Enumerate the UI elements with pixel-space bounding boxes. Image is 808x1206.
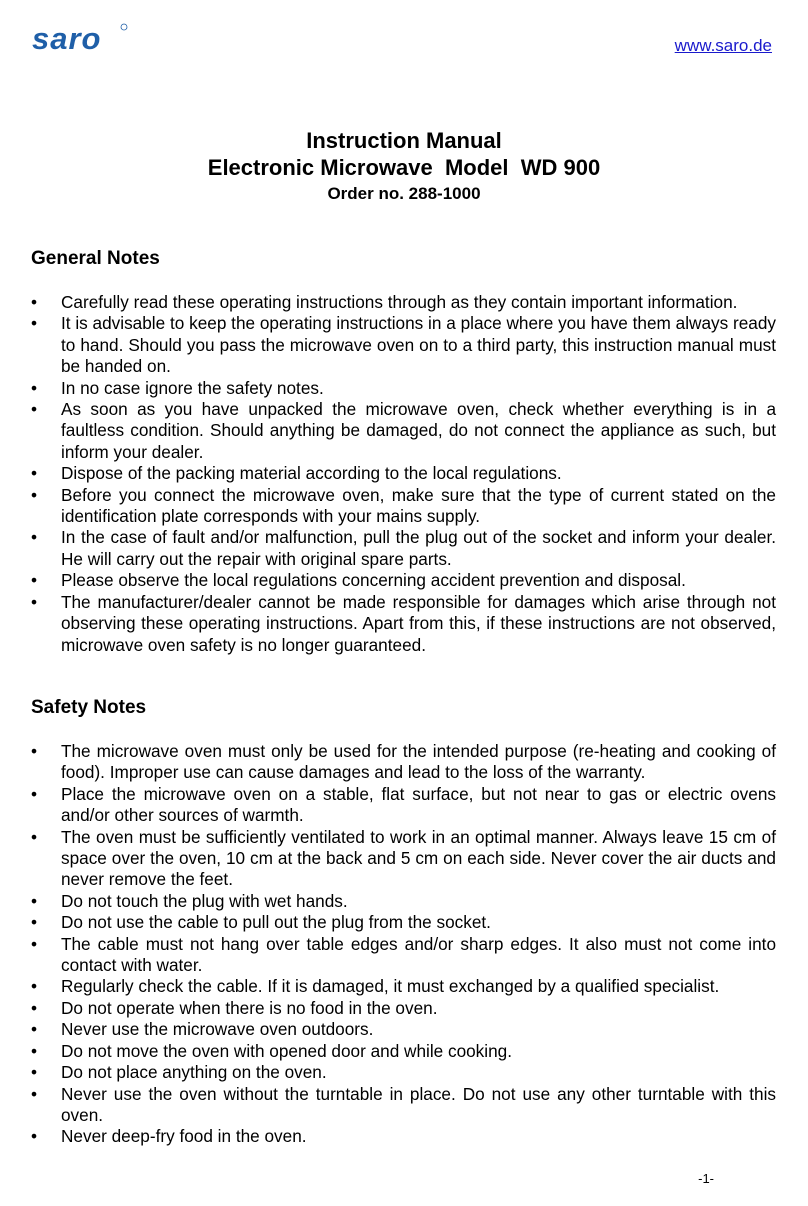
list-item	[31, 378, 776, 399]
registered-mark-icon	[121, 24, 127, 30]
bullet-icon: •	[31, 484, 38, 505]
bullet-icon: •	[31, 826, 38, 847]
list-item-text: In the case of fault and/or malfunction, pull the plug out of the socket and inform your dealer. He will carry out the repair with original spare parts.	[61, 527, 776, 569]
bullet-icon: •	[31, 997, 38, 1018]
list-item	[31, 827, 776, 891]
bullet-icon: •	[31, 463, 38, 484]
bullet-icon: •	[31, 313, 38, 334]
list-item	[31, 1084, 776, 1127]
list-item	[31, 399, 776, 463]
list-item-text: Never use the microwave oven outdoors.	[61, 1019, 374, 1040]
list-item	[31, 1062, 776, 1083]
list-item-text: The oven must be sufficiently ventilated to work in an optimal manner. Always leave 15 cm of space over the oven, 10 cm at the back and 5 cm on each side. Never cover the air ducts and never remove the feet.	[61, 826, 776, 890]
list-item-text: Never use the oven without the turntable in place. Do not use any other turntable with this oven.	[61, 1083, 776, 1125]
safety-notes-list	[31, 741, 776, 1148]
list-item-text: Regularly check the cable. If it is damaged, it must exchanged by a qualified specialist.	[61, 976, 720, 997]
list-item	[31, 1041, 776, 1062]
list-item-text: Carefully read these operating instructions through as they contain important information.	[61, 292, 738, 312]
bullet-icon: •	[31, 591, 38, 612]
bullet-icon: •	[31, 741, 38, 761]
manual-title: Instruction Manual	[306, 128, 502, 153]
bullet-icon: •	[31, 570, 38, 591]
general-notes-heading: General Notes	[31, 248, 160, 269]
list-item-text: The cable must not hang over table edges and/or sharp edges. It also must not come into contact with water.	[61, 933, 776, 976]
list-item	[31, 741, 776, 784]
bullet-icon: •	[31, 1083, 38, 1104]
model-title: Electronic Microwave Model WD 900	[207, 155, 601, 180]
list-item-text: Please observe the local regulations concerning accident prevention and disposal.	[61, 570, 686, 591]
bullet-icon: •	[31, 912, 38, 933]
list-item-text: It is advisable to keep the operating instructions in a place where you have them always ready to hand. Should you pass the microwave oven on to a third party, this instruction manual must be handed on.	[61, 313, 776, 377]
list-item-text: Never deep-fry food in the oven.	[61, 1126, 307, 1147]
list-item-text: Before you connect the microwave oven, make sure that the type of current stated on the identification plate corresponds with your mains supply.	[61, 484, 776, 527]
list-item	[31, 292, 776, 313]
bullet-icon: •	[31, 933, 38, 954]
bullet-icon: •	[31, 1126, 38, 1147]
list-item	[31, 891, 776, 912]
list-item	[31, 485, 776, 528]
bullet-icon: •	[31, 976, 38, 997]
website-link[interactable]: www.saro.de	[674, 36, 772, 55]
list-item	[31, 912, 776, 933]
list-item	[31, 592, 776, 656]
list-item	[31, 313, 776, 377]
bullet-icon: •	[31, 399, 38, 420]
order-number: Order no. 288-1000	[327, 184, 481, 203]
bullet-icon: •	[31, 1040, 38, 1061]
bullet-icon: •	[31, 1062, 38, 1083]
list-item	[31, 934, 776, 977]
saro-logo	[30, 20, 130, 56]
list-item-text: Do not touch the plug with wet hands.	[61, 890, 348, 911]
logo-text: saro	[32, 21, 102, 56]
bullet-icon: •	[31, 292, 38, 312]
list-item-text: Do not operate when there is no food in the oven.	[61, 997, 438, 1018]
bullet-icon: •	[31, 527, 38, 548]
list-item	[31, 527, 776, 570]
list-item	[31, 463, 776, 484]
list-item	[31, 784, 776, 827]
list-item	[31, 1126, 776, 1147]
list-item	[31, 998, 776, 1019]
list-item-text: Dispose of the packing material according to the local regulations.	[61, 463, 562, 484]
bullet-icon: •	[31, 890, 38, 911]
title-block	[0, 127, 808, 206]
general-notes-list	[31, 292, 776, 656]
list-item-text: As soon as you have unpacked the microwave oven, check whether everything is in a faultless condition. Should anything be damaged, do not connect the appliance as such, but inform your dealer.	[61, 399, 776, 462]
page-number: -1-	[698, 1171, 714, 1186]
bullet-icon: •	[31, 377, 38, 398]
list-item-text: The manufacturer/dealer cannot be made responsible for damages which arise through not observing these operating instructions. Apart from this, if these instructions are not observed, microwave oven safety is no longer guaranteed.	[61, 591, 776, 655]
list-item	[31, 976, 776, 997]
safety-notes-heading: Safety Notes	[31, 697, 147, 718]
list-item-text: Do not move the oven with opened door and while cooking.	[61, 1040, 512, 1061]
list-item-text: The microwave oven must only be used for the intended purpose (re-heating and cooking of food). Improper use can cause damages and lead to the loss of the warranty.	[61, 741, 776, 783]
list-item-text: In no case ignore the safety notes.	[61, 377, 324, 398]
bullet-icon: •	[31, 783, 38, 804]
list-item	[31, 1019, 776, 1040]
bullet-icon: •	[31, 1019, 38, 1040]
list-item-text: Place the microwave oven on a stable, flat surface, but not near to gas or electric ovens and/or other sources of warmth.	[61, 783, 776, 826]
list-item-text: Do not place anything on the oven.	[61, 1062, 327, 1083]
list-item	[31, 570, 776, 591]
list-item-text: Do not use the cable to pull out the plug from the socket.	[61, 912, 491, 933]
